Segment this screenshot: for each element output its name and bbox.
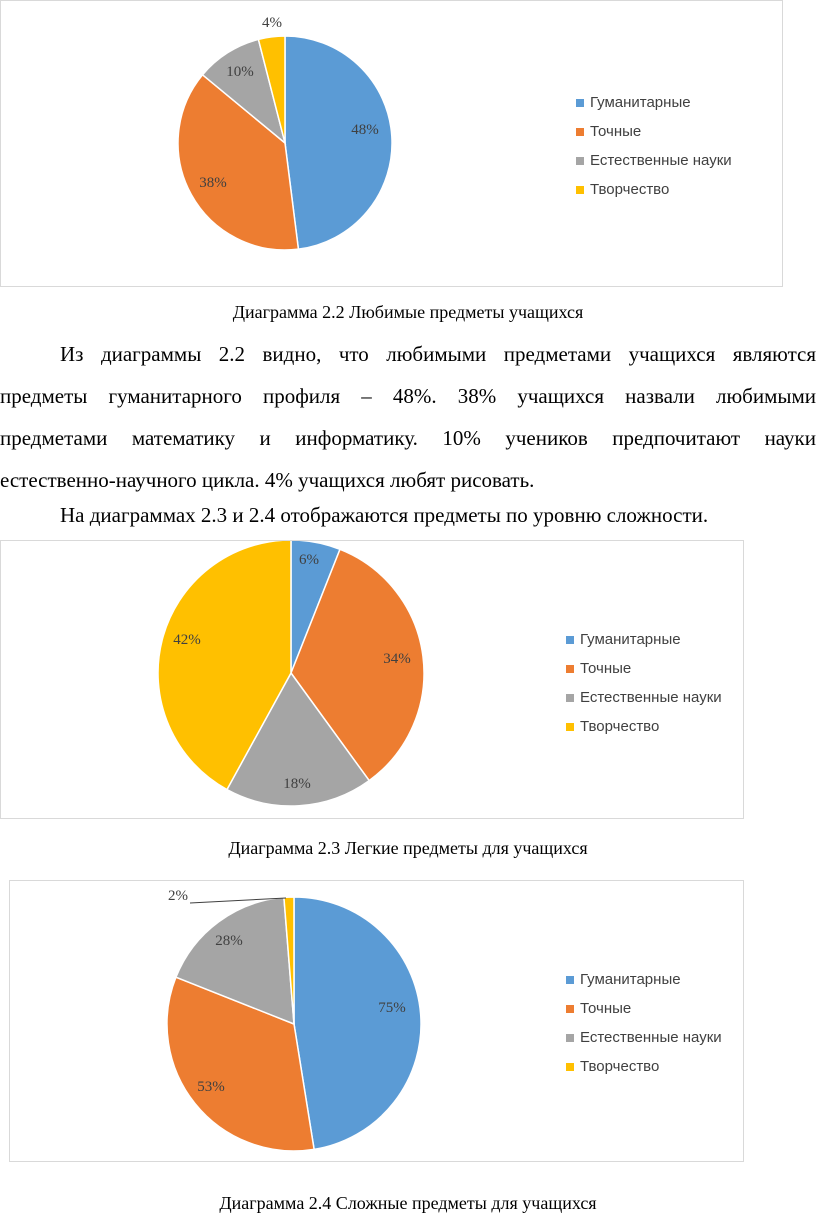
- chart-hard-subjects: [9, 880, 744, 1162]
- legend-label: Точные: [590, 123, 642, 140]
- paragraph-line: предметами математику и информатику. 10% учеников предпочитают науки: [0, 426, 816, 450]
- legend-swatch: [566, 1034, 574, 1042]
- data-label-natural: 10%: [226, 64, 254, 80]
- legend-swatch: [566, 723, 574, 731]
- legend-label: Творчество: [590, 181, 670, 198]
- legend-item-creative: [566, 712, 722, 741]
- paragraph-line: На диаграммах 2.3 и 2.4 отображаются предметы по уровню сложности.: [60, 503, 709, 527]
- legend-item-natural: [576, 146, 732, 175]
- legend-swatch: [576, 128, 584, 136]
- legend-item-exact: [566, 994, 722, 1023]
- legend-item-creative: [566, 1052, 722, 1081]
- legend-swatch: [576, 186, 584, 194]
- legend-swatch: [576, 99, 584, 107]
- paragraph-intro: [0, 494, 816, 536]
- caption-chart-2-3: Диаграмма 2.3 Легкие предметы для учащихся: [228, 838, 588, 858]
- legend-item-exact: [576, 117, 732, 146]
- legend-label: Гуманитарные: [580, 631, 681, 648]
- paragraph-line: естественно-научного цикла. 4% учащихся любят рисовать.: [0, 468, 535, 492]
- legend-item-humanitarian: [566, 965, 722, 994]
- legend-label: Естественные науки: [580, 1029, 722, 1046]
- data-label-exact: 53%: [197, 1079, 225, 1095]
- data-label-humanitarian: 6%: [299, 552, 319, 568]
- legend-label: Гуманитарные: [590, 94, 691, 111]
- chart-easy-subjects: [0, 540, 744, 819]
- data-label-exact: 34%: [383, 651, 411, 667]
- legend-item-natural: [566, 683, 722, 712]
- legend-label: Точные: [580, 660, 632, 677]
- legend-item-creative: [576, 175, 732, 204]
- data-label-creative: 42%: [173, 632, 201, 648]
- data-label-creative: 4%: [262, 15, 282, 31]
- chart-legend: [566, 965, 722, 1081]
- legend-swatch: [566, 636, 574, 644]
- legend-swatch: [566, 976, 574, 984]
- data-label-humanitarian: 48%: [351, 122, 379, 138]
- paragraph-line: предметы гуманитарного профиля – 48%. 38% учащихся назвали любимыми: [0, 384, 816, 408]
- chart-favorite-subjects: [0, 0, 783, 287]
- legend-swatch: [576, 157, 584, 165]
- legend-label: Гуманитарные: [580, 971, 681, 988]
- legend-label: Творчество: [580, 1058, 660, 1075]
- legend-item-humanitarian: [566, 625, 722, 654]
- legend-swatch: [566, 1063, 574, 1071]
- legend-item-natural: [566, 1023, 722, 1052]
- data-label-natural: 28%: [215, 933, 243, 949]
- paragraph-analysis: [0, 333, 816, 501]
- chart-legend: [566, 625, 722, 741]
- legend-swatch: [566, 665, 574, 673]
- chart-legend: [576, 88, 732, 204]
- legend-label: Точные: [580, 1000, 632, 1017]
- legend-item-exact: [566, 654, 722, 683]
- caption-chart-2-4: Диаграмма 2.4 Сложные предметы для учащихся: [219, 1193, 597, 1213]
- legend-label: Естественные науки: [580, 689, 722, 706]
- data-label-humanitarian: 75%: [378, 1000, 406, 1016]
- data-label-natural: 18%: [283, 776, 311, 792]
- legend-swatch: [566, 694, 574, 702]
- pie-slice-humanitarian: [285, 36, 392, 249]
- legend-swatch: [566, 1005, 574, 1013]
- legend-label: Творчество: [580, 718, 660, 735]
- caption-chart-2-2: Диаграмма 2.2 Любимые предметы учащихся: [232, 302, 584, 322]
- data-label-exact: 38%: [199, 175, 227, 191]
- paragraph-line: Из диаграммы 2.2 видно, что любимыми предметами учащихся являются: [60, 342, 816, 366]
- pie-slice-humanitarian: [294, 897, 421, 1149]
- legend-item-humanitarian: [576, 88, 732, 117]
- data-label-creative: 2%: [168, 888, 188, 904]
- legend-label: Естественные науки: [590, 152, 732, 169]
